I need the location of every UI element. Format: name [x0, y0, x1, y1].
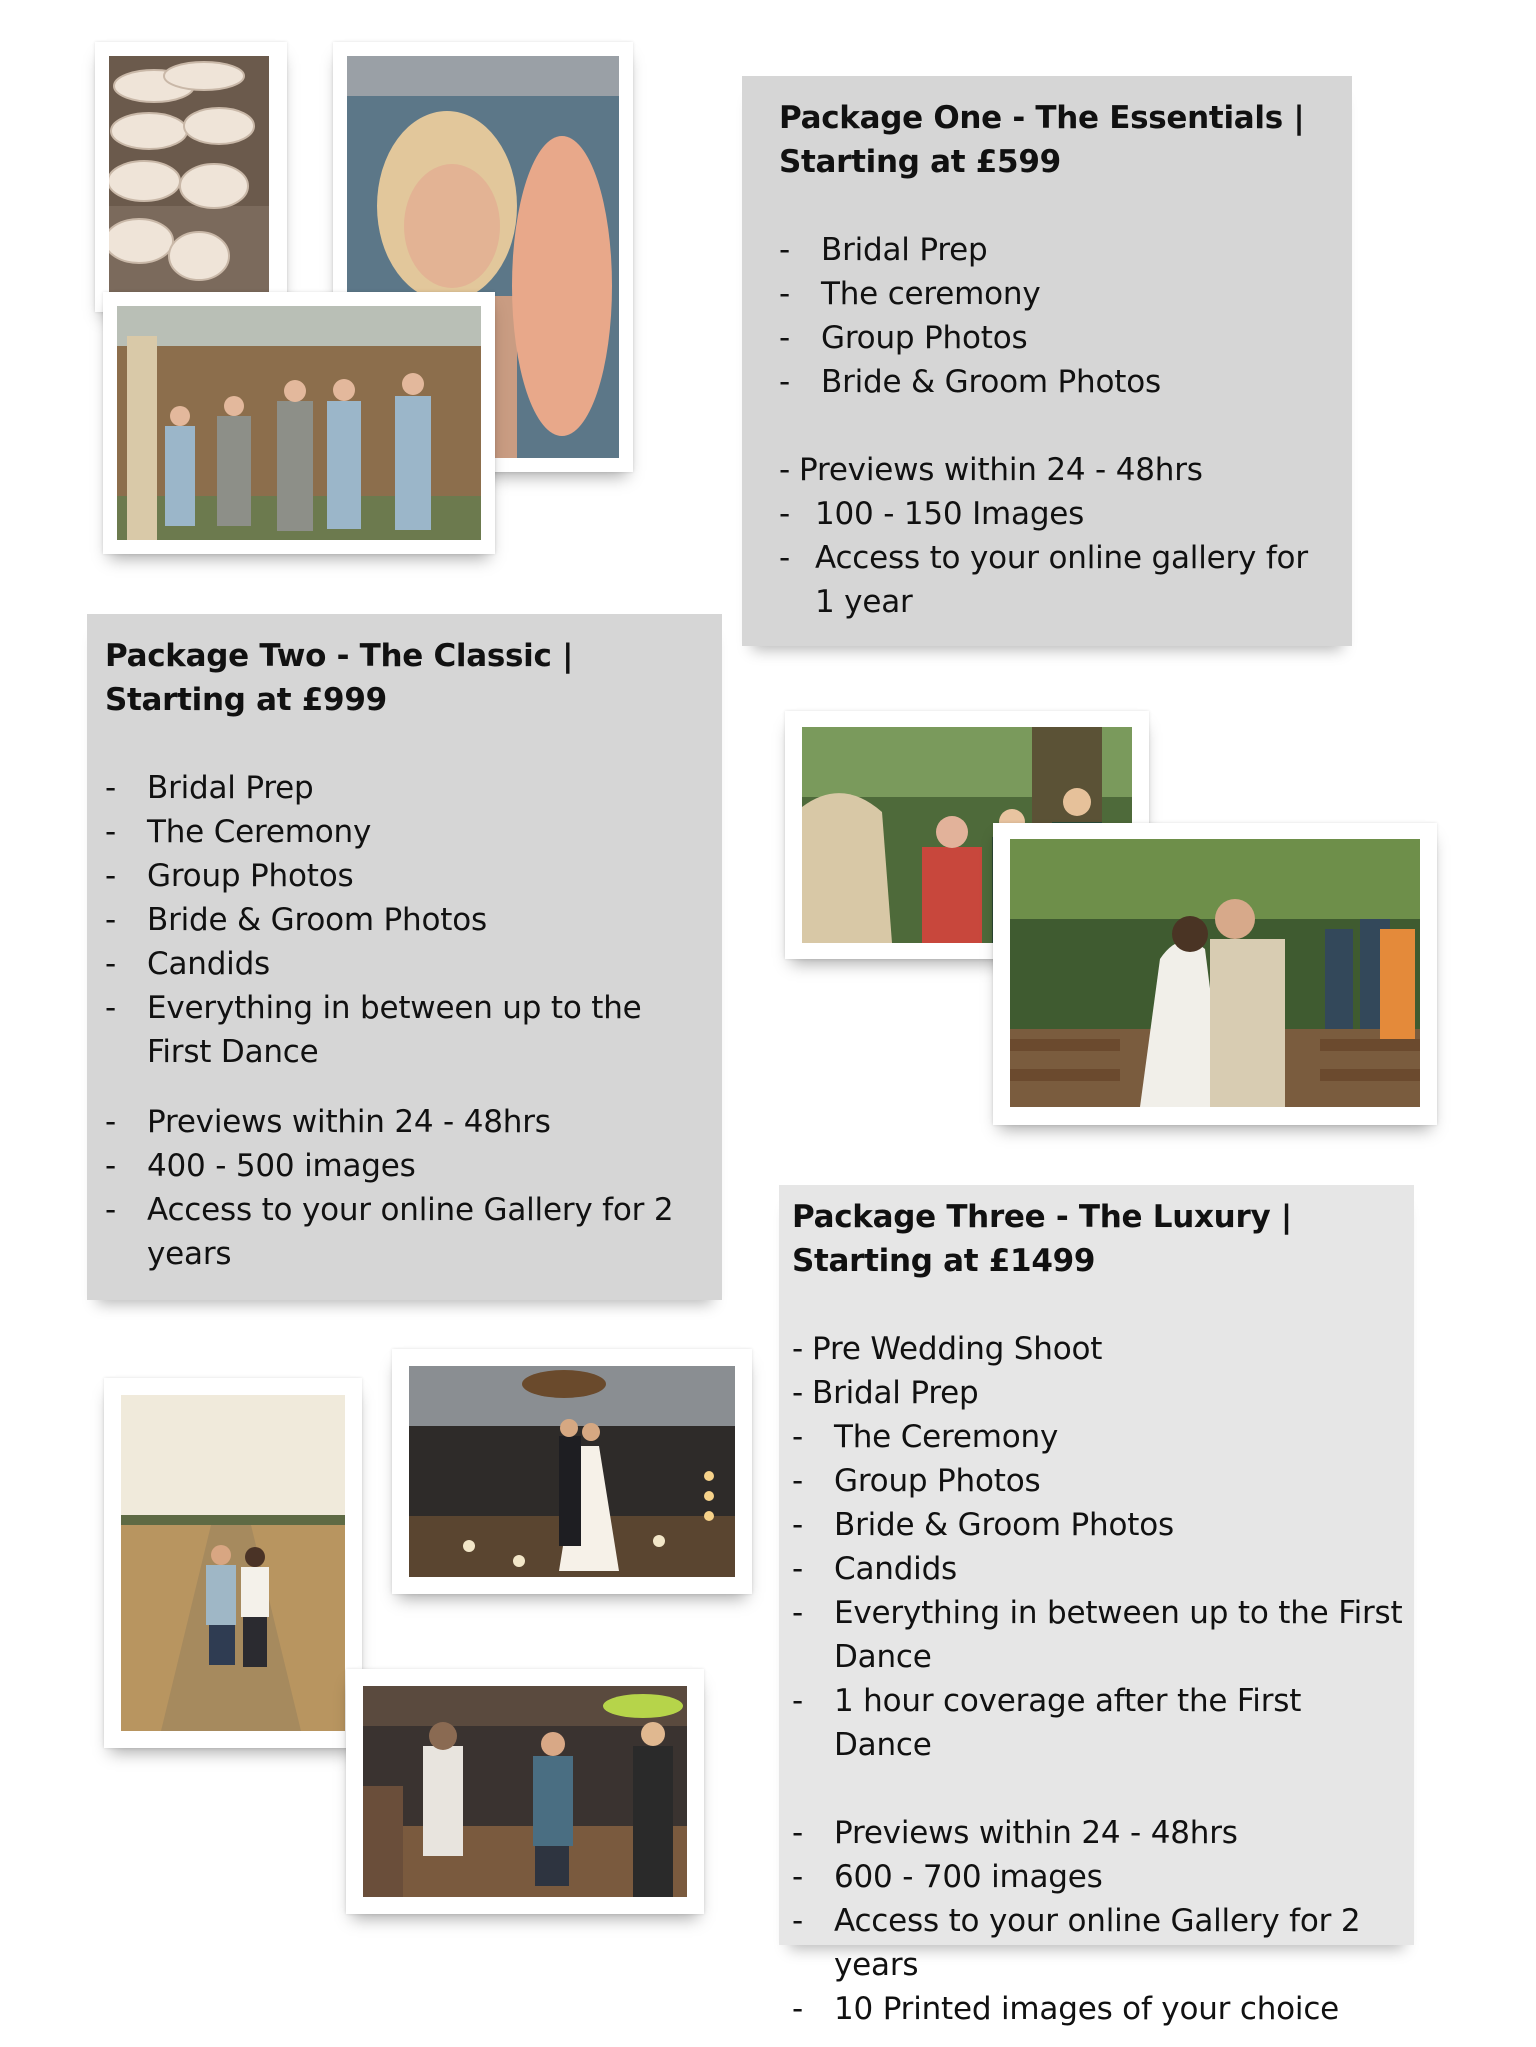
list-item: - Bride & Groom Photos	[792, 1507, 1174, 1543]
list-item: - 10 Printed images of your choice	[792, 1991, 1340, 2027]
photo-first-kiss	[993, 823, 1437, 1125]
list-item: - Group Photos	[792, 1463, 1041, 1499]
list-item: - The Ceremony	[105, 814, 372, 850]
list-item: - Pre Wedding Shoot	[792, 1331, 1103, 1367]
package-two-title: Package Two - The Classic | Starting at £999	[105, 638, 574, 718]
list-item: - Bridal Prep	[105, 770, 314, 806]
list-item: - Access to your online gallery for 1 year	[779, 540, 1308, 620]
package-three-coverage-list	[792, 1415, 1404, 1767]
list-item: - Group Photos	[105, 858, 354, 894]
package-two-card	[87, 614, 722, 1300]
list-item: - The Ceremony	[792, 1419, 1059, 1455]
list-item: - 100 - 150 Images	[779, 496, 1085, 532]
photo-groomsmen	[103, 292, 495, 554]
list-item: - Previews within 24 - 48hrs	[779, 452, 1203, 488]
package-three-extras-list	[792, 1327, 1404, 1415]
list-item: - Bride & Groom Photos	[779, 364, 1161, 400]
list-item: - Bride & Groom Photos	[105, 902, 487, 938]
package-two-coverage-list	[105, 766, 692, 1074]
list-item: - Group Photos	[779, 320, 1028, 356]
list-item: - 1 hour coverage after the First Dance	[792, 1683, 1302, 1763]
package-one-title-line-2: Starting at £599	[779, 144, 1061, 180]
package-three-card	[779, 1185, 1414, 2027]
list-item: - Candids	[792, 1551, 958, 1587]
photo-first-dance	[392, 1349, 752, 1594]
package-one-coverage-list	[779, 228, 1316, 404]
list-item: - Bridal Prep	[779, 232, 988, 268]
photo-shoes	[95, 42, 287, 312]
list-item: - Access to your online Gallery for 2 years	[105, 1192, 674, 1272]
list-item: - The ceremony	[779, 276, 1041, 312]
package-one-card	[742, 76, 1352, 646]
list-item: - 600 - 700 images	[792, 1859, 1103, 1895]
list-item: - Bridal Prep	[792, 1375, 979, 1411]
package-one-title-line-1: Package One - The Essentials |	[779, 100, 1305, 136]
list-item: - Candids	[105, 946, 271, 982]
package-one-delivery-list	[779, 448, 1316, 624]
photo-wheat-field-couple	[104, 1378, 362, 1748]
list-item: - Access to your online Gallery for 2 years	[792, 1903, 1361, 1983]
list-item: - Everything in between up to the First Dance	[792, 1595, 1403, 1675]
list-item: - Previews within 24 - 48hrs	[792, 1815, 1238, 1851]
list-item: - Everything in between up to the First Dance	[105, 990, 642, 1070]
package-three-title: Package Three - The Luxury | Starting at £1499	[792, 1199, 1292, 1279]
list-item: - 400 - 500 images	[105, 1148, 416, 1184]
list-item: - Previews within 24 - 48hrs	[105, 1104, 551, 1140]
package-one-title	[779, 96, 1316, 184]
photo-dance-party	[346, 1669, 704, 1914]
package-two-delivery-list	[105, 1100, 692, 1276]
package-three-delivery-list	[792, 1811, 1404, 2031]
